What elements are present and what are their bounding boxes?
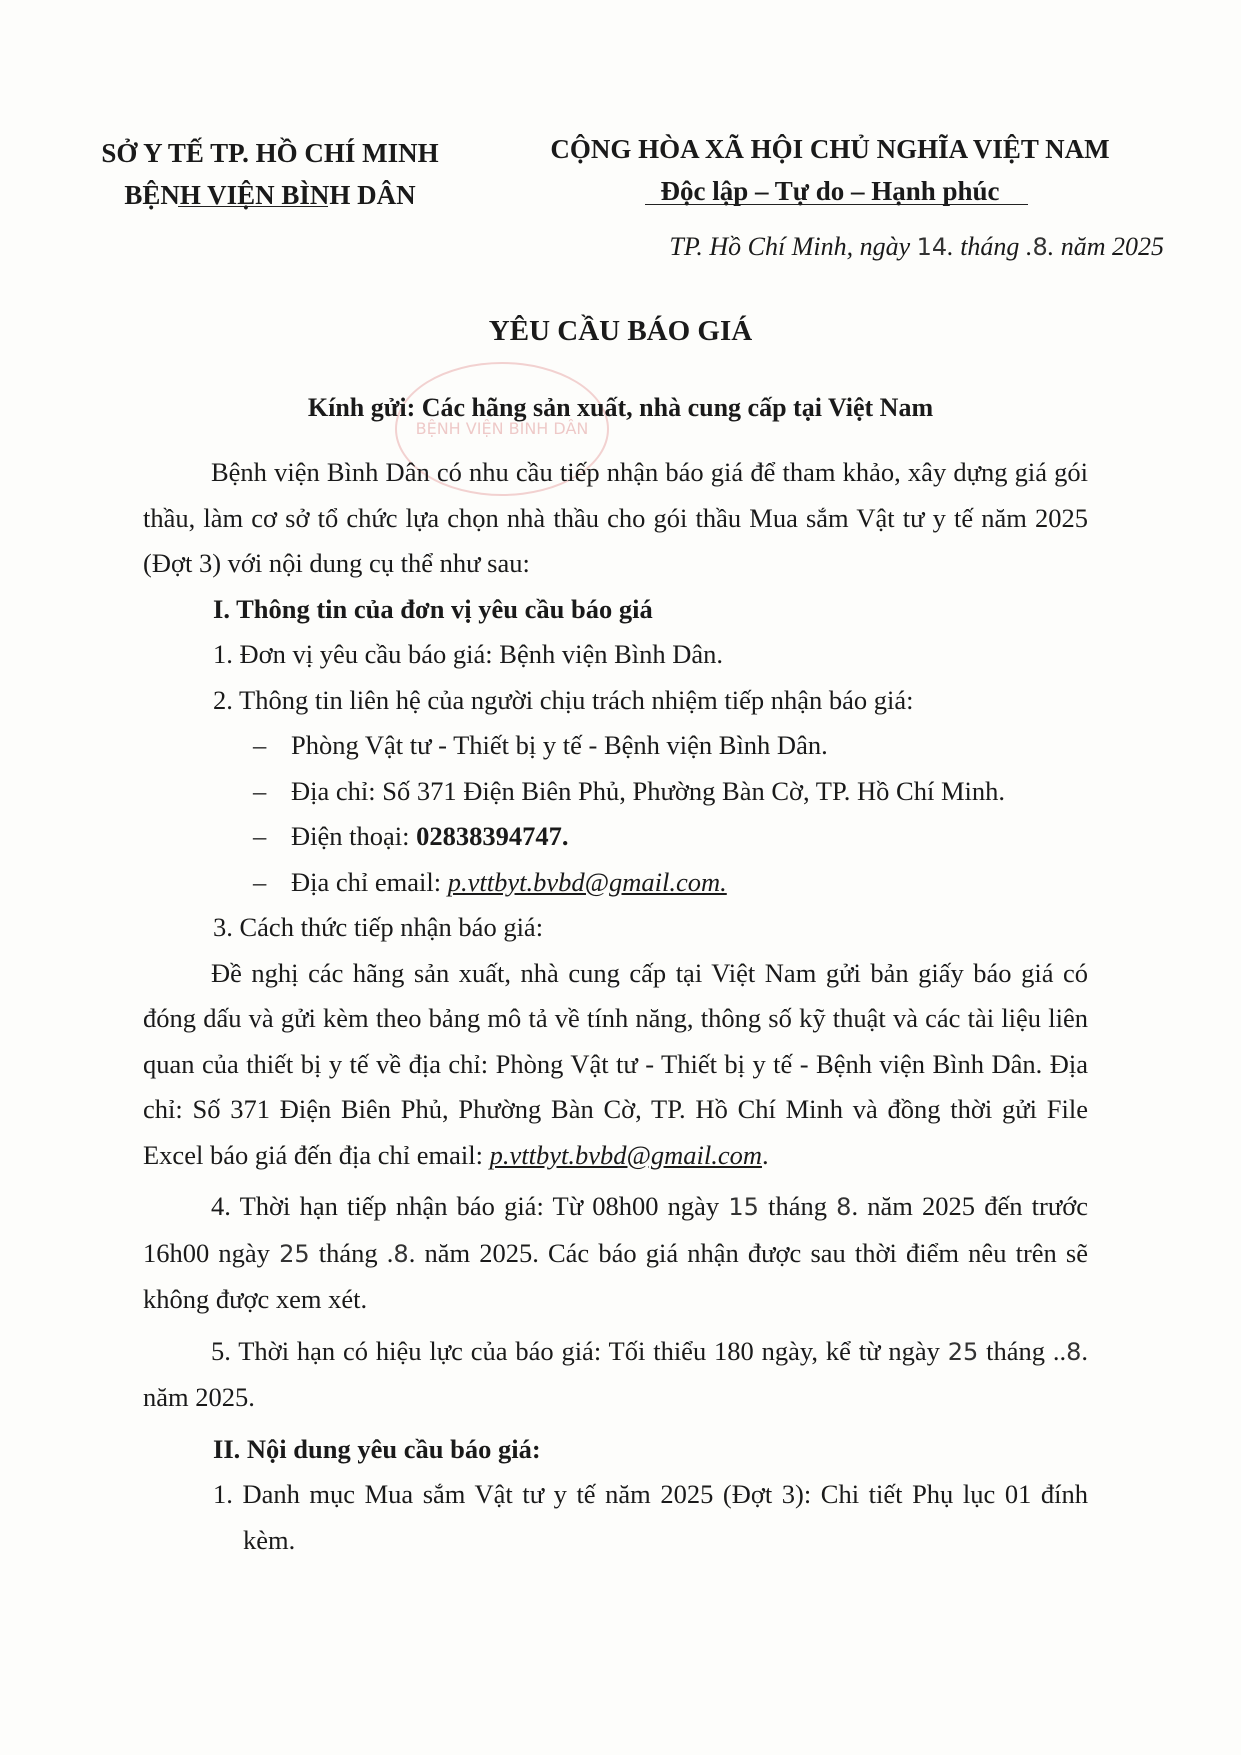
section1-item1: 1. Đơn vị yêu cầu báo giá: Bệnh viện Bình Dân. [213,639,724,669]
section1-item3: 3. Cách thức tiếp nhận báo giá: [213,912,544,942]
document-body [143,450,1088,1563]
contact-phone: – Điện thoại: 02838394747. [253,821,569,851]
faded-seal-stamp: BỆNH VIỆN BÌNH DÂN [395,362,609,496]
phone-number: 02838394747. [416,821,569,851]
section1-item3-text: Đề nghị các hãng sản xuất, nhà cung cấp tại Việt Nam gửi bản giấy báo giá có đóng dấu và gửi kèm theo bảng mô tả về tính năng, thông số kỹ thuật và các tài liệu liên quan của thiết bị y tế về địa chỉ: Phòng Vật tư - Thiết bị y tế - Bệnh viện Bình Dân. Địa chỉ: Số 371 Điện Biên Phủ, Phường Bàn Cờ, TP. Hồ Chí Minh và đồng thời gửi File Excel báo giá đến địa chỉ email: p.vttbyt.bvbd@gmail.com. [143,957,1088,1170]
intro-paragraph: Bệnh viện Bình Dân có nhu cầu tiếp nhận báo giá để tham khảo, xây dựng giá gói thầu, làm cơ sở tổ chức lựa chọn nhà thầu cho gói thầu Mua sắm Vật tư y tế năm 2025 (Đợt 3) với nội dung cụ thể như sau: [143,457,1088,578]
contact-dept: – Phòng Vật tư - Thiết bị y tế - Bệnh viện Bình Dân. [253,730,828,760]
org-line2: BỆNH VIỆN BÌNH DÂN [124,180,416,210]
handwritten-valid-day: 25 [947,1337,979,1366]
handwritten-start-day: 15 [728,1193,759,1221]
section1-heading: I. Thông tin của đơn vị yêu cầu báo giá [213,593,653,624]
nation-line1: CỘNG HÒA XÃ HỘI CHỦ NGHĨA VIỆT NAM [550,134,1110,164]
handwritten-end-day: 25 [279,1239,310,1268]
handwritten-end-month: 8 [393,1239,409,1268]
section1-item5: 5. Thời hạn có hiệu lực của báo giá: Tối thiểu 180 ngày, kể từ ngày 25 tháng ..8. năm 2025. [143,1335,1088,1412]
section1-item2: 2. Thông tin liên hệ của người chịu trách nhiệm tiếp nhận báo giá: [213,684,914,715]
salutation: Kính gửi: Các hãng sản xuất, nhà cung cấp tại Việt Nam [307,393,934,422]
email-link[interactable]: p.vttbyt.bvbd@gmail.com. [447,866,727,897]
document-title: YÊU CẦU BÁO GIÁ [488,315,753,347]
email-link-2[interactable]: p.vttbyt.bvbd@gmail.com [489,1139,762,1170]
national-motto [520,128,1140,212]
handwritten-day: 14 [916,233,948,261]
section1-item4: 4. Thời hạn tiếp nhận báo giá: Từ 08h00 ngày 15 tháng 8. năm 2025 đến trước 16h00 ngày 25 tháng .8. năm 2025. Các báo giá nhận được sau thời điểm nêu trên sẽ không được xem xét. [143,1191,1089,1314]
contact-address: – Địa chỉ: Số 371 Điện Biên Phủ, Phường Bàn Cờ, TP. Hồ Chí Minh. [253,775,1006,806]
motto-underline [645,204,1028,205]
handwritten-start-month: 8 [836,1193,852,1221]
handwritten-month: 8 [1032,233,1048,261]
contact-email: – Địa chỉ email: p.vttbyt.bvbd@gmail.com. [253,866,727,897]
section2-item1: 1. Danh mục Mua sắm Vật tư y tế năm 2025 (Đợt 3): Chi tiết Phụ lục 01 đính kèm. [213,1479,1088,1555]
place-date-line: TP. Hồ Chí Minh, ngày 14. tháng .8. năm 2025 [669,232,1164,261]
issuing-organization [70,132,470,216]
org-line1: SỞ Y TẾ TP. HỒ CHÍ MINH [101,138,439,168]
org-underline [178,206,328,207]
nation-line2: Độc lập – Tự do – Hạnh phúc [660,176,1000,206]
section2-heading: II. Nội dung yêu cầu báo giá: [213,1433,541,1464]
handwritten-valid-month: 8 [1066,1337,1082,1366]
